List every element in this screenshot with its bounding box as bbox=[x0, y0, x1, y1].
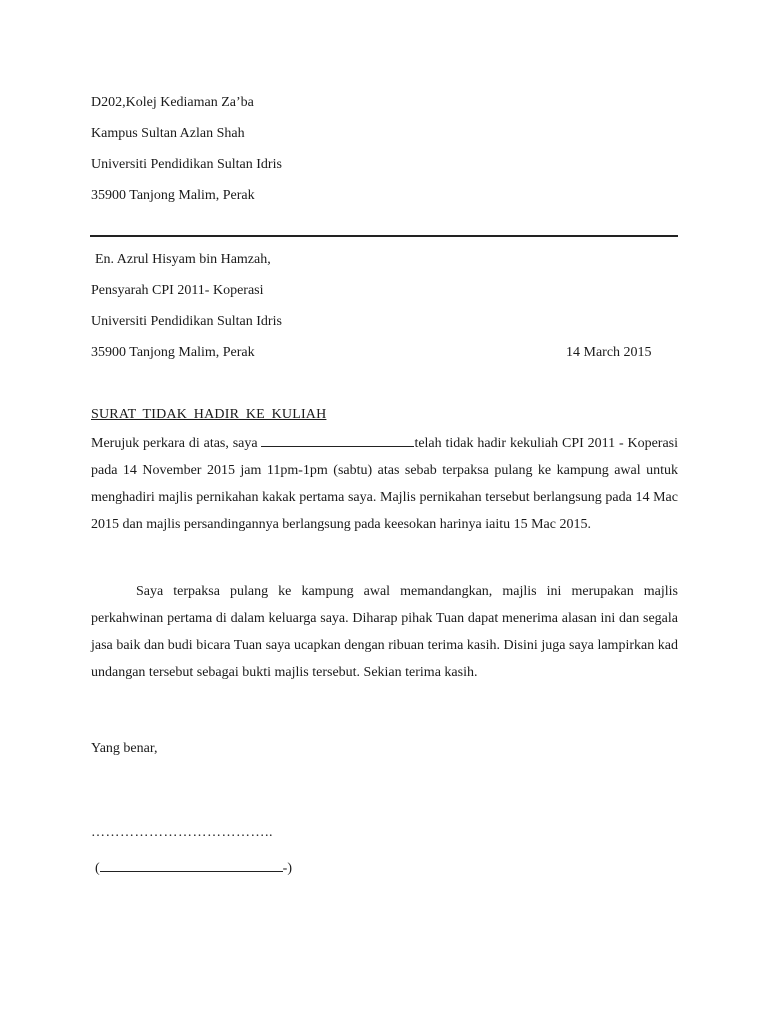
body-paragraph-2: Saya terpaksa pulang ke kampung awal memandangkan, majlis ini merupakan majlis perkahwinan pertama di dalam keluarga saya. Diharap pihak Tuan dapat menerima alasan ini dan segala jasa baik dan budi bicara Tuan saya ucapkan dengan ribuan terima kasih. Disini juga saya lampirkan kad undangan tersebut sebagai bukti majlis tersebut. Sekian terima kasih. bbox=[91, 584, 678, 680]
recipient-address-line: 35900 Tanjong Malim, Perak bbox=[91, 345, 255, 360]
letter-date: 14 March 2015 bbox=[566, 345, 652, 360]
body-paragraph-1 bbox=[91, 430, 678, 538]
paragraph-1-prefix: Merujuk perkara di atas, saya bbox=[91, 436, 262, 451]
paragraph-1-text: telah tidak hadir kekuliah CPI 2011 - Koperasi pada 14 November 2015 jam 11pm-1pm (sabtu) atas sebab terpaksa pulang ke kampung awal untuk menghadiri majlis pernikahan kakak pertama saya. Majlis pernikahan tersebut berlangsung pada 14 Mac 2015 dan majlis persandingannya berlangsung pada keesokan harinya iaitu 15 Mac 2015. bbox=[91, 436, 678, 532]
recipient-title: Pensyarah CPI 2011- Koperasi bbox=[91, 283, 264, 298]
header-divider bbox=[90, 235, 678, 237]
recipient-institution: Universiti Pendidikan Sultan Idris bbox=[91, 314, 282, 329]
sender-line-4: 35900 Tanjong Malim, Perak bbox=[91, 188, 255, 203]
sender-line-3: Universiti Pendidikan Sultan Idris bbox=[91, 157, 282, 172]
name-open-paren: ( bbox=[95, 861, 100, 876]
student-name-blank bbox=[261, 435, 414, 447]
closing-salutation: Yang benar, bbox=[91, 741, 158, 756]
name-close-paren: -) bbox=[282, 861, 292, 876]
name-placeholder bbox=[95, 860, 292, 878]
sender-line-1: D202,Kolej Kediaman Za’ba bbox=[91, 95, 254, 110]
name-blank bbox=[100, 860, 283, 872]
letter-subject: SURAT TIDAK HADIR KE KULIAH bbox=[91, 407, 327, 422]
signature-line: ……………………………….. bbox=[91, 825, 273, 840]
recipient-name: En. Azrul Hisyam bin Hamzah, bbox=[95, 252, 271, 267]
sender-line-2: Kampus Sultan Azlan Shah bbox=[91, 126, 245, 141]
